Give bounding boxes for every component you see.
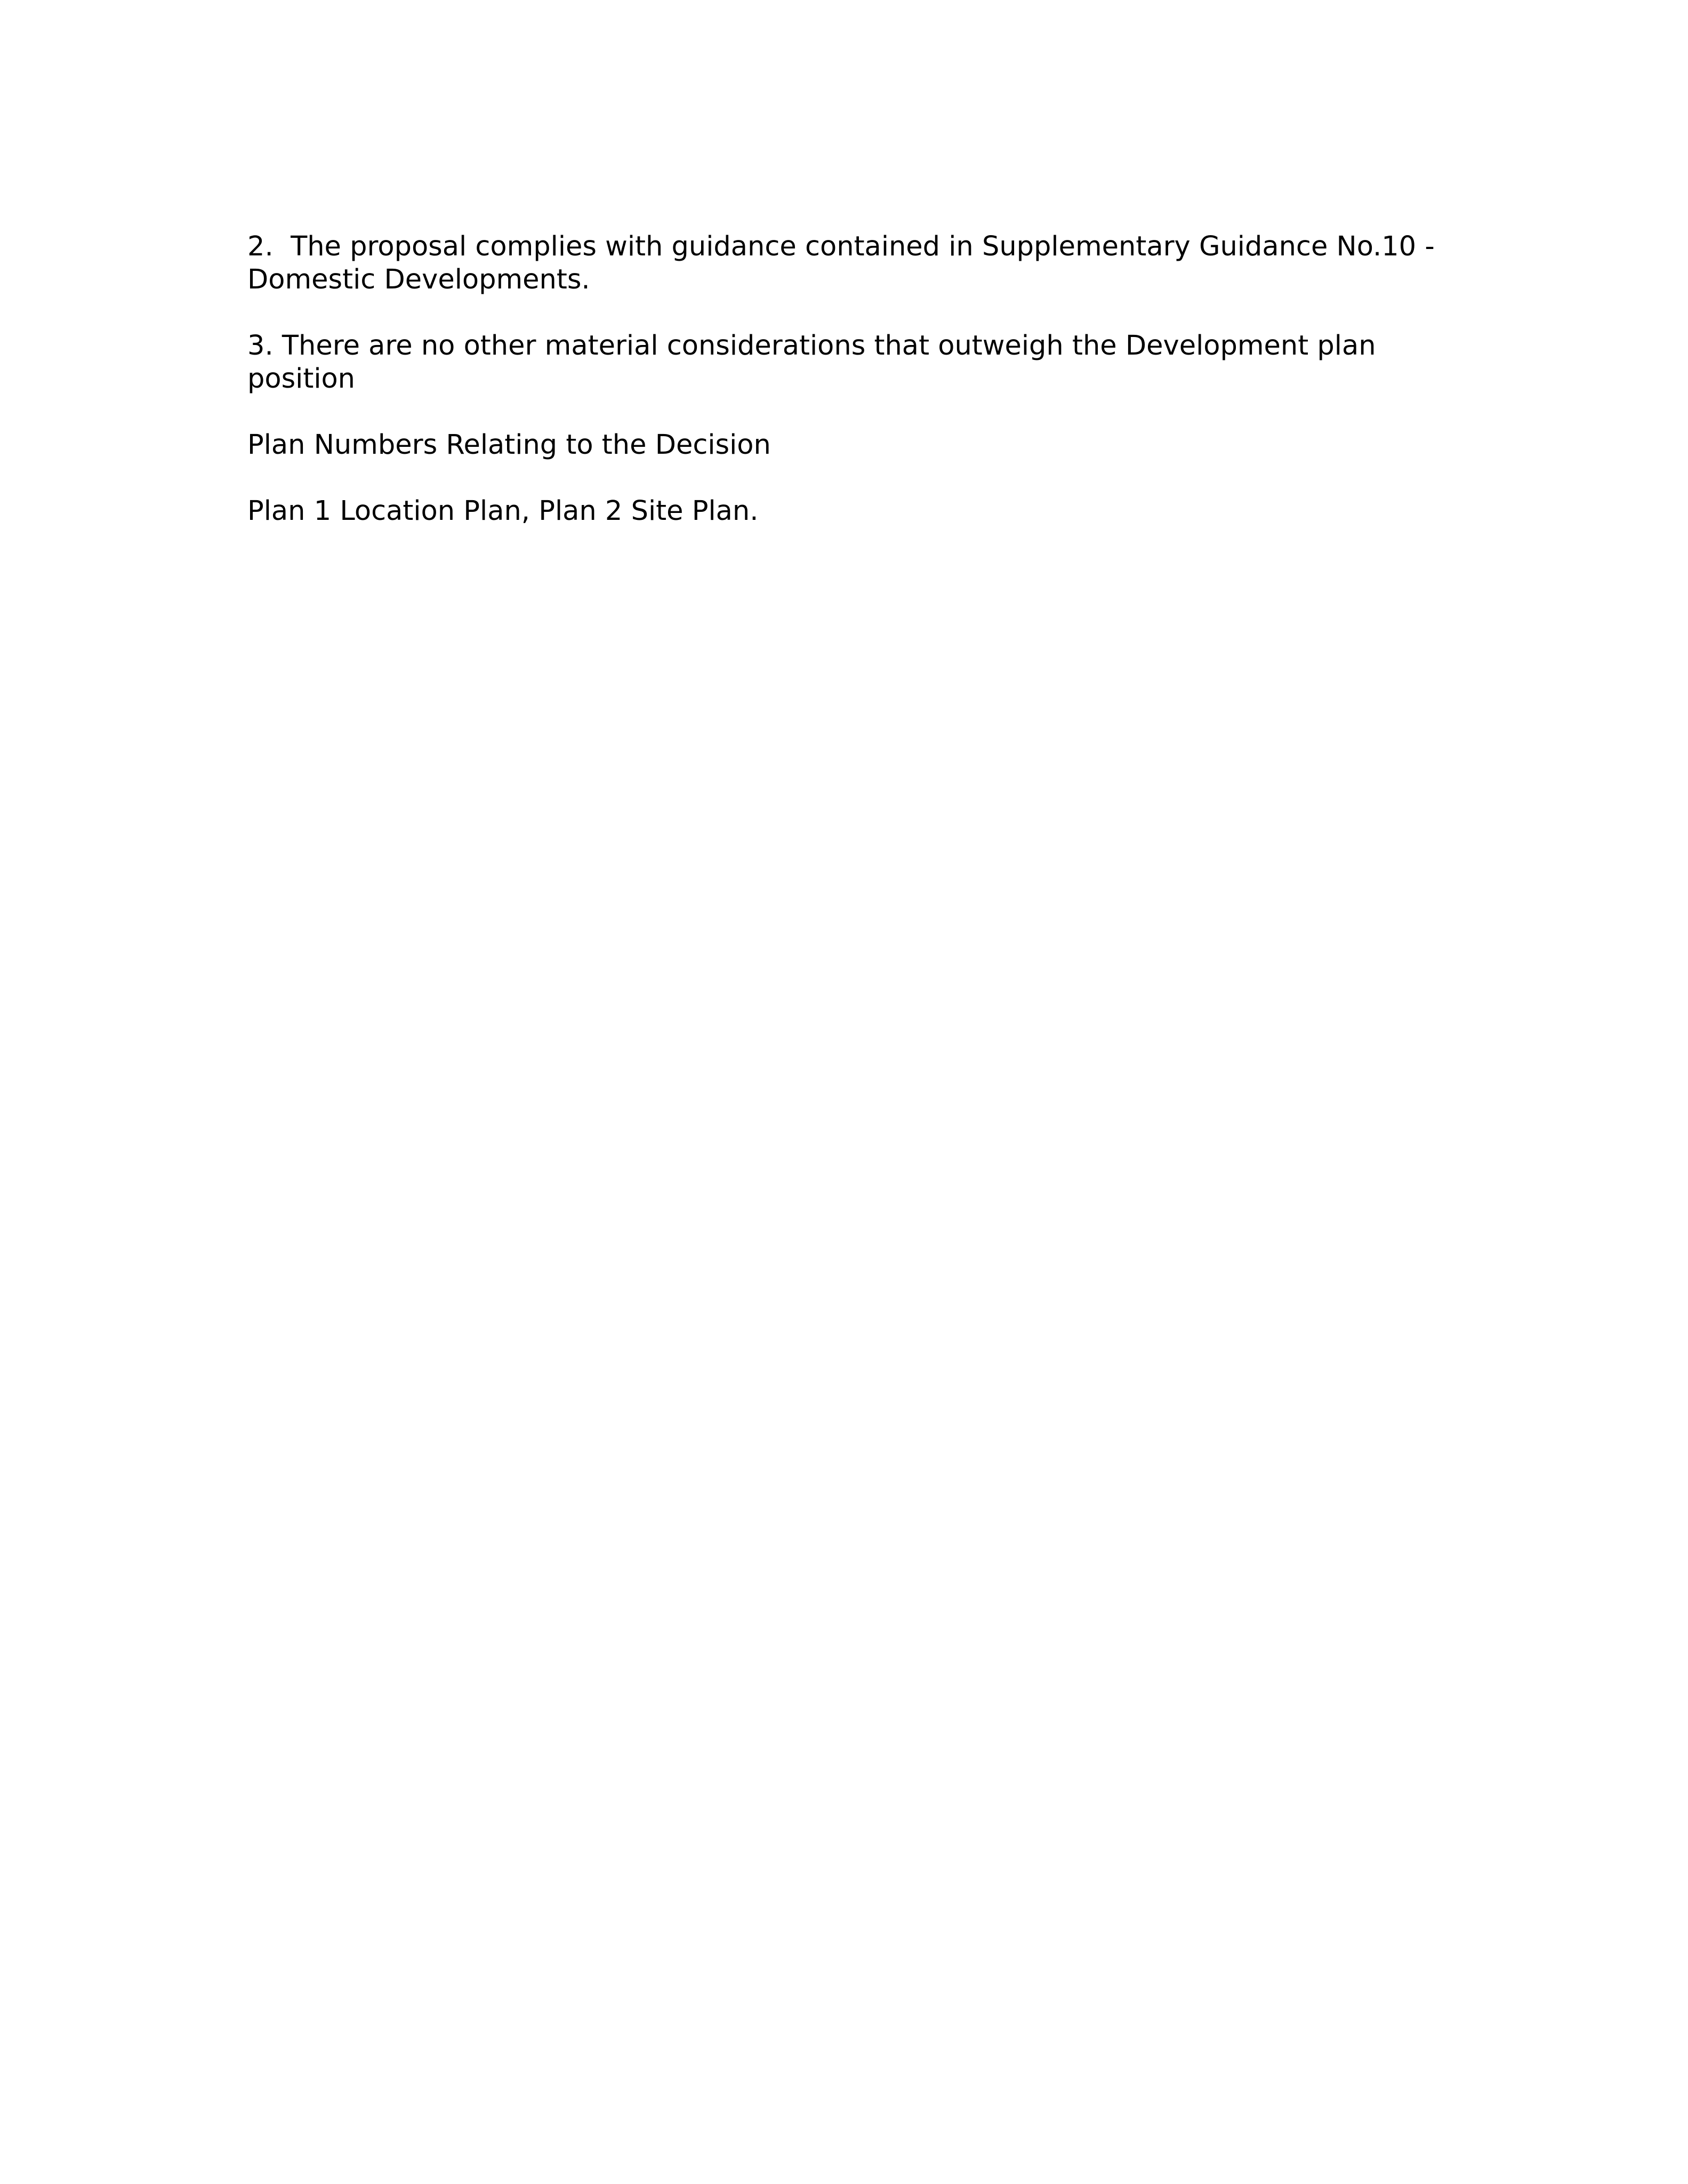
paragraph-plan-list: Plan 1 Location Plan, Plan 2 Site Plan. — [247, 495, 759, 527]
paragraph-material-considerations: 3. There are no other material considerations that outweigh the Development plan position — [247, 330, 1385, 395]
paragraph-guidance-compliance: 2. The proposal complies with guidance contained in Supplementary Guidance No.10 - Domestic Developments. — [247, 231, 1443, 295]
heading-plan-numbers: Plan Numbers Relating to the Decision — [247, 429, 771, 461]
document-body — [247, 230, 1442, 528]
